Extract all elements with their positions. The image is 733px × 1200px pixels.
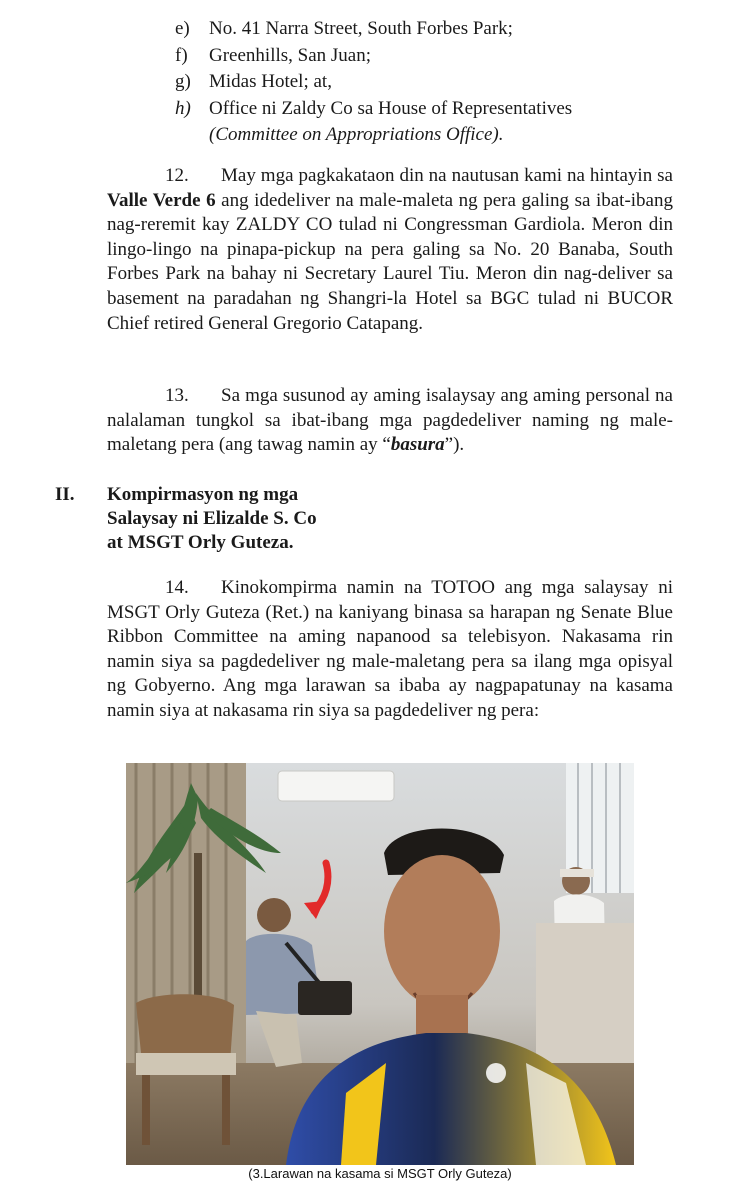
location-list bbox=[175, 16, 675, 149]
photo-image bbox=[126, 763, 634, 1165]
list-text: Greenhills, San Juan; bbox=[209, 44, 372, 66]
list-text: Office ni Zaldy Co sa House of Representatives bbox=[209, 97, 573, 119]
paragraph-text: Kinokompirma namin na TOTOO ang mga salaysay ni MSGT Orly Guteza (Ret.) na kaniyang binasa sa harapan ng Senate Blue Ribbon Committee na aming napanood sa telebisyon. Nakasama rin namin siya sa pagdedeliver ng male-maletang pera sa ilang mga opisyal ng Gobyerno. Ang mga larawan sa ibaba ay nagpapatunay na kasama namin siya at nakasama rin siya sa pagdedeliver ng pera: bbox=[107, 577, 673, 721]
paragraph-14 bbox=[107, 576, 673, 724]
section-title-line: at MSGT Orly Guteza. bbox=[107, 532, 294, 553]
paragraph-number: 14. bbox=[165, 577, 189, 598]
list-item bbox=[175, 96, 675, 123]
paragraph-number: 13. bbox=[165, 385, 189, 406]
list-item bbox=[175, 16, 675, 43]
paragraph-text: Sa mga susunod ay aming isalaysay ang aming personal na nalalaman tungkol sa ibat-ibang mga pagdedeliver naming ng male-maletang pera (ang tawag namin ay “ bbox=[107, 385, 673, 456]
list-subtext: (Committee on Appropriations Office). bbox=[209, 124, 504, 145]
list-item bbox=[175, 69, 675, 96]
list-item bbox=[175, 43, 675, 70]
list-text: Midas Hotel; at, bbox=[209, 71, 332, 92]
photo bbox=[126, 763, 634, 1165]
photo-caption: (3.Larawan na kasama si MSGT Orly Guteza) bbox=[248, 1166, 512, 1181]
paragraph-text: ang idedeliver na male-maleta ng pera galing sa ibat-ibang nag-reremit kay ZALDY CO tulad ni Congressman Gardiola. Meron din lingo-lingo na pinapa-pickup na pera galing sa No. 20 Banaba, South Forbes Park na bahay ni Secretary Laurel Tiu. Meron din nag-deliver sa basement na paradahan ng Shangri-la Hotel sa BGC tulad ni BUCOR Chief retired General Gregorio Catapang. bbox=[107, 189, 673, 334]
paragraph-text: ”). bbox=[444, 434, 465, 456]
list-marker: h) bbox=[175, 97, 191, 119]
paragraph-bold-italic-text: basura bbox=[390, 434, 445, 456]
list-text: No. 41 Narra Street, South Forbes Park; bbox=[209, 18, 513, 39]
section-title-line: Salaysay ni Elizalde S. Co bbox=[107, 508, 317, 529]
list-marker: g) bbox=[175, 71, 191, 92]
list-marker: f) bbox=[175, 44, 188, 66]
paragraph-bold-text: Valle Verde 6 bbox=[107, 189, 216, 211]
section-number: II. bbox=[55, 484, 75, 505]
paragraph-13 bbox=[107, 384, 673, 458]
paragraph-text: May mga pagkakataon din na nautusan kami na hintayin sa bbox=[221, 165, 673, 186]
paragraph-number: 12. bbox=[165, 165, 189, 186]
paragraph-12 bbox=[107, 164, 673, 336]
list-marker: e) bbox=[175, 18, 190, 39]
section-title-line: Kompirmasyon ng mga bbox=[107, 484, 299, 505]
